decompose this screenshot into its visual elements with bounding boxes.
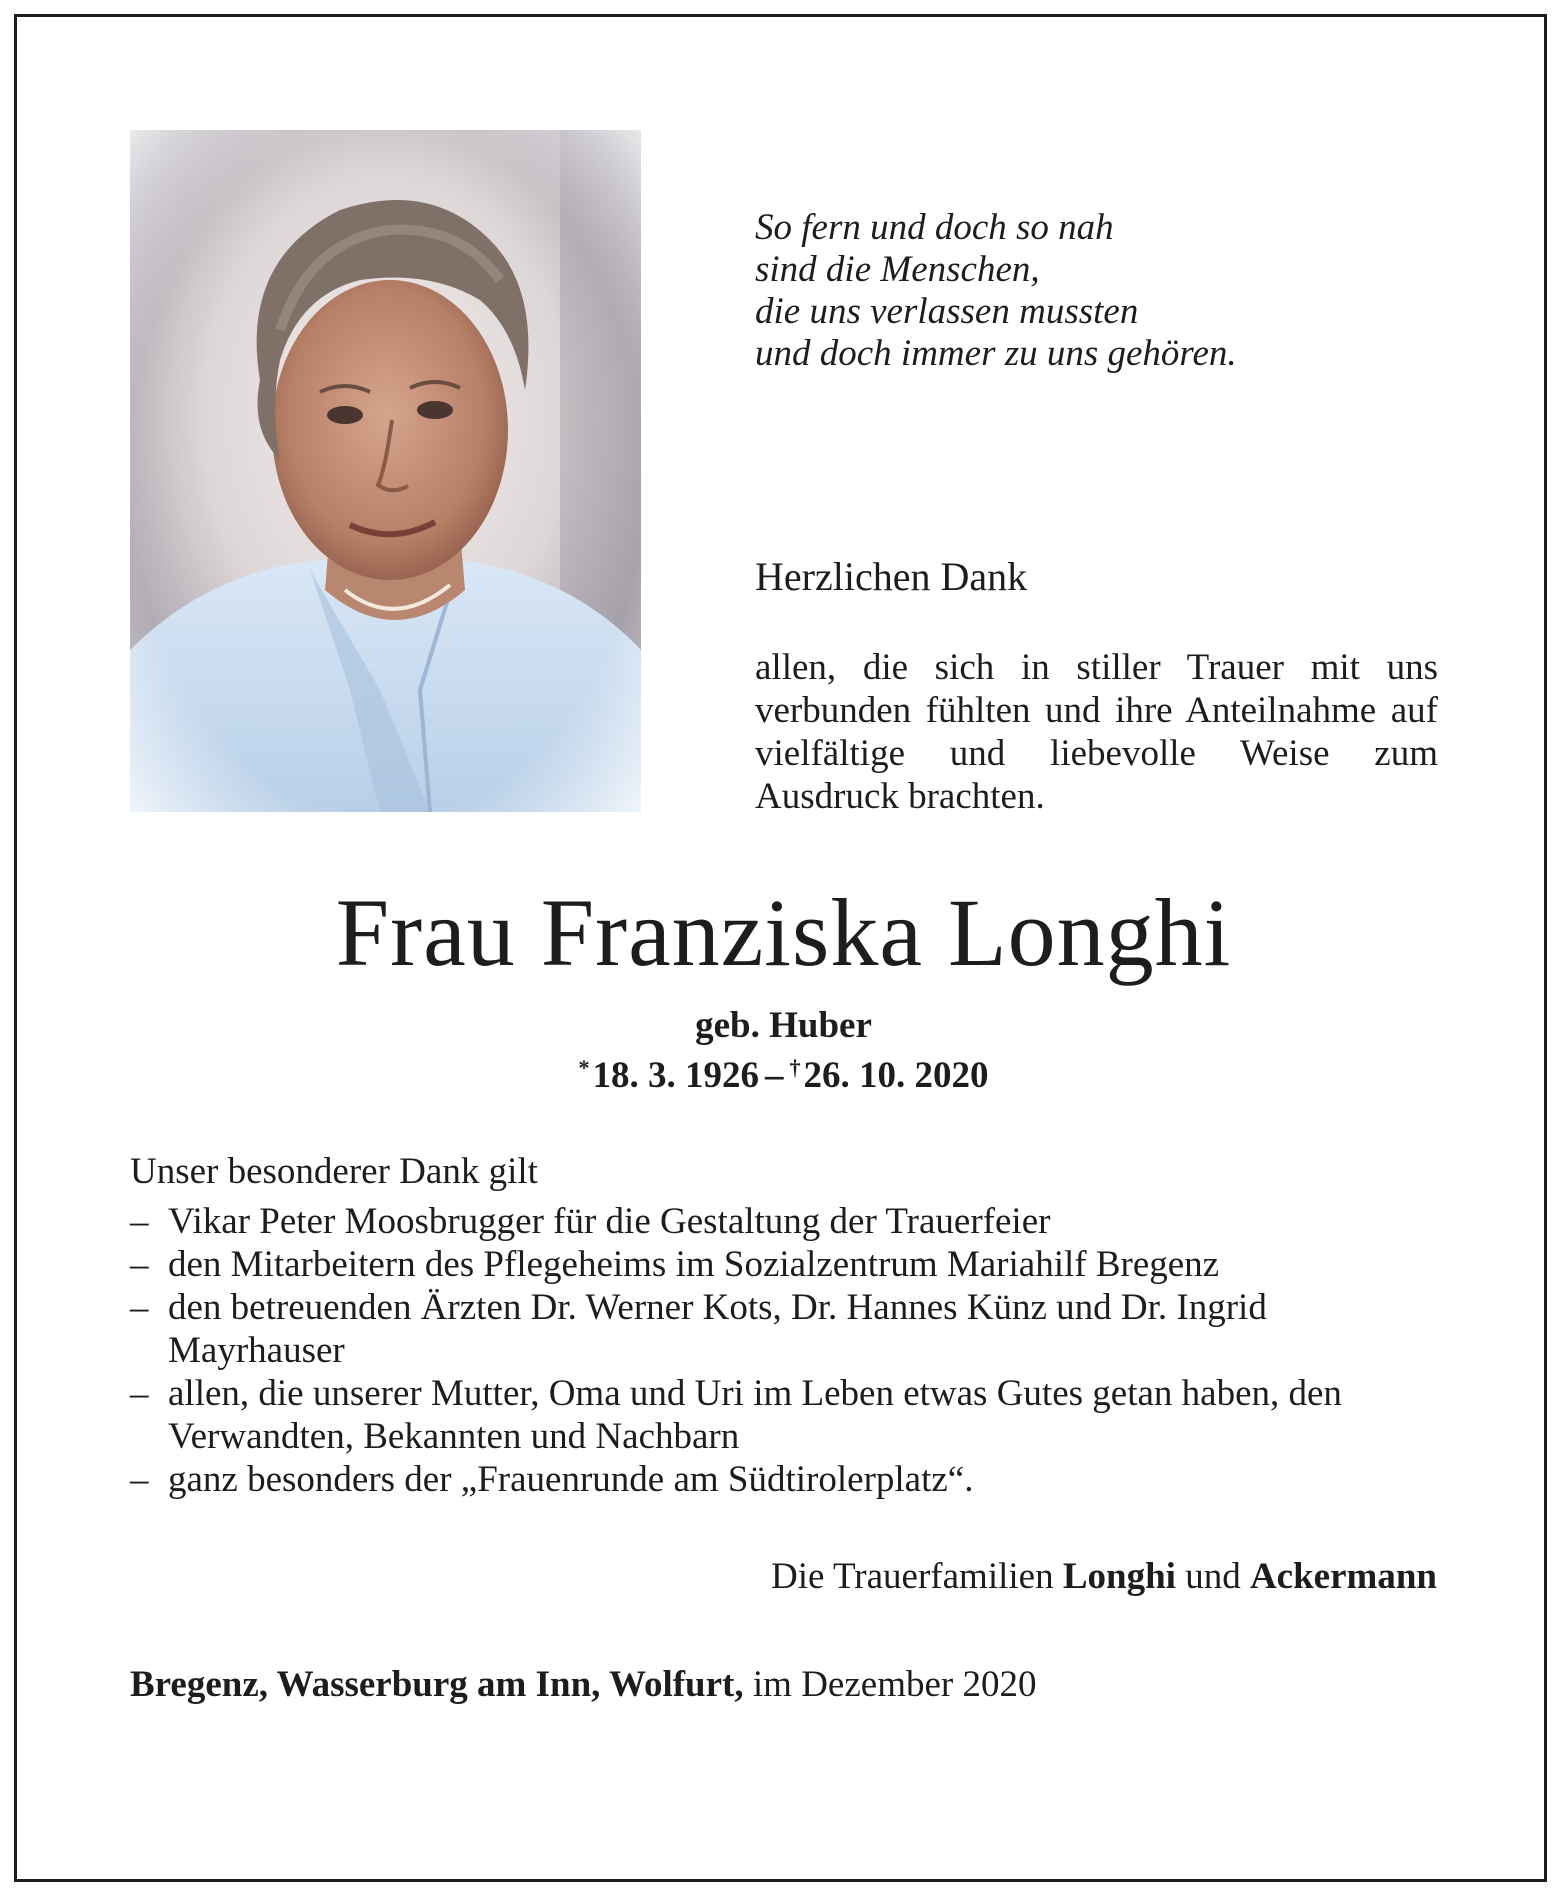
list-item: – den betreuenden Ärzten Dr. Werner Kots, Dr. Hannes Künz und Dr. Ingrid Mayrhauser bbox=[130, 1286, 1440, 1372]
signature-prefix: Die Trauerfamilien bbox=[771, 1556, 1054, 1597]
portrait-photo bbox=[130, 130, 641, 812]
signature-joiner: und bbox=[1185, 1556, 1241, 1597]
list-item: – allen, die unserer Mutter, Oma und Uri im Leben etwas Gutes getan haben, den Verwandten, Bekannten und Nachbarn bbox=[130, 1372, 1440, 1458]
deceased-name: Frau Franziska Longhi bbox=[335, 879, 1232, 986]
date-separator: – bbox=[765, 1055, 784, 1096]
thanks-text: allen, die sich in stiller Trauer mit uns verbunden fühlten und ihre Anteilnahme auf vielfältige und liebevolle Weise zum Ausdruck brachten. bbox=[755, 647, 1438, 817]
poem-line: So fern und doch so nah bbox=[755, 207, 1114, 248]
life-dates bbox=[0, 1047, 1567, 1097]
list-item: – den Mitarbeitern des Pflegeheims im Sozialzentrum Mariahilf Bregenz bbox=[130, 1243, 1440, 1286]
birth-name: geb. Huber bbox=[695, 1005, 872, 1046]
portrait-illustration bbox=[130, 130, 641, 812]
poem-line: und doch immer zu uns gehören. bbox=[755, 333, 1237, 374]
signature bbox=[771, 1555, 1437, 1598]
date-line: im Dezember 2020 bbox=[752, 1664, 1037, 1705]
special-thanks-list bbox=[130, 1200, 1440, 1501]
memorial-poem bbox=[755, 207, 1455, 375]
died-date: 26. 10. 2020 bbox=[803, 1055, 989, 1096]
poem-line: die uns verlassen mussten bbox=[755, 291, 1139, 332]
family-name: Longhi bbox=[1062, 1556, 1176, 1597]
place-date bbox=[130, 1663, 1036, 1706]
thanks-heading: Herzlichen Dank bbox=[755, 554, 1028, 599]
family-name: Ackermann bbox=[1249, 1556, 1437, 1597]
places: Bregenz, Wasserburg am Inn, Wolfurt, bbox=[130, 1664, 744, 1705]
special-thanks-intro: Unser besonderer Dank gilt bbox=[130, 1151, 538, 1192]
list-item: – Vikar Peter Moosbrugger für die Gestaltung der Trauerfeier bbox=[130, 1200, 1440, 1243]
born-date: 18. 3. 1926 bbox=[592, 1055, 759, 1096]
died-symbol: † bbox=[789, 1055, 801, 1080]
born-symbol: * bbox=[578, 1055, 590, 1080]
list-item: – ganz besonders der „Frauenrunde am Südtirolerplatz“. bbox=[130, 1458, 1440, 1501]
poem-line: sind die Menschen, bbox=[755, 249, 1040, 290]
